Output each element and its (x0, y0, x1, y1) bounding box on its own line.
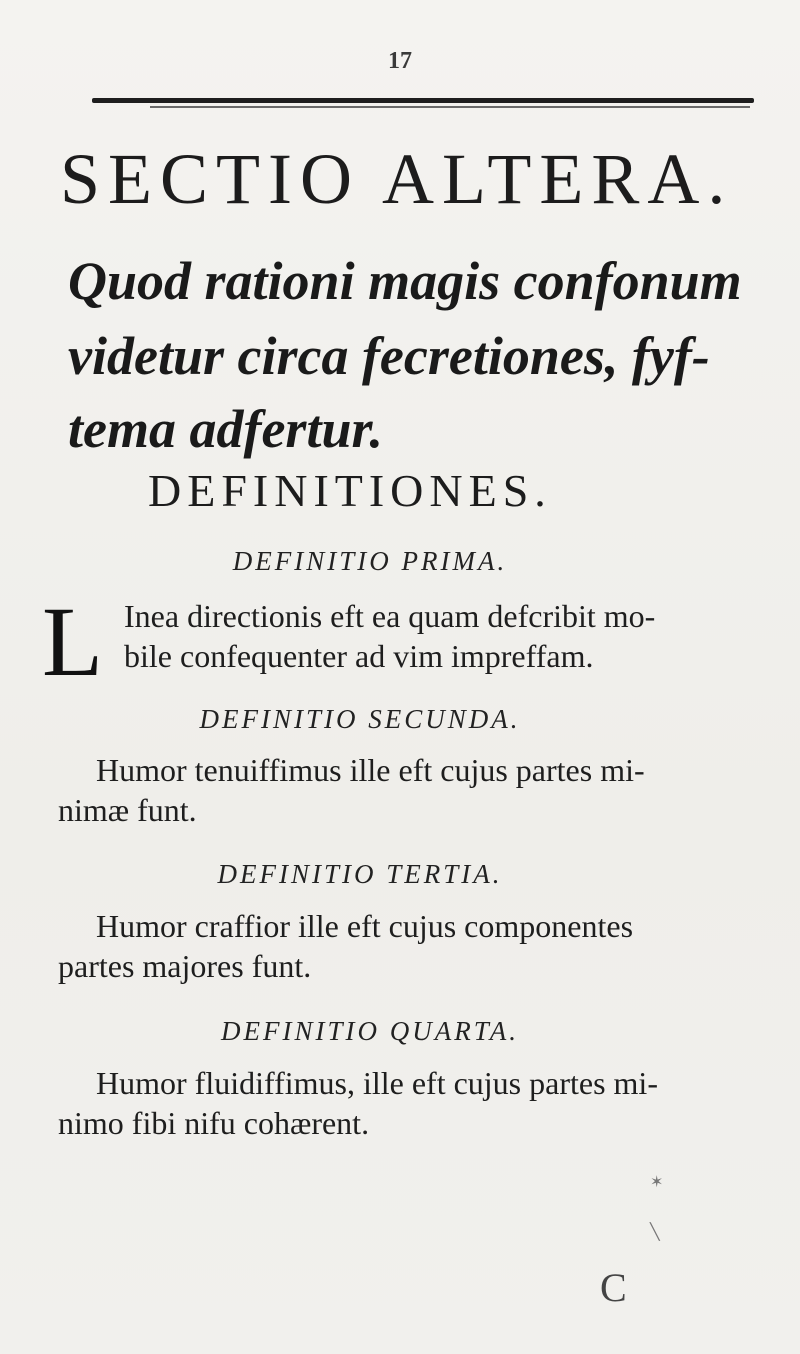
page-number: 17 (388, 48, 412, 74)
definition-2-line-2: nimæ funt. (58, 792, 197, 828)
header-rule (92, 98, 754, 103)
definition-3-line-2: partes majores funt. (58, 948, 312, 984)
ink-speck: ╲ (650, 1224, 660, 1241)
ink-speck: ✶ (650, 1174, 664, 1191)
subtitle-line-2: videtur circa fecretiones, fyf- (68, 326, 710, 386)
definition-3-line-1: Humor craffior ille eft cujus componentes (96, 908, 634, 944)
definition-3-heading: DEFINITIO TERTIA. (217, 859, 503, 889)
definition-1-line-1: Inea directionis eft ea quam defcribit mo- (124, 598, 656, 634)
definition-4-line-1: Humor fluidiffimus, ille eft cujus partes mi- (96, 1065, 658, 1101)
definition-1-heading: DEFINITIO PRIMA. (232, 546, 508, 576)
subtitle-line-1: Quod rationi magis confonum (68, 251, 742, 311)
definition-2-line-1: Humor tenuiffimus ille eft cujus partes mi- (96, 752, 645, 788)
drop-cap: L (42, 586, 104, 697)
subtitle-line-3: tema adfertur. (68, 399, 384, 459)
definition-4-heading: DEFINITIO QUARTA. (221, 1016, 519, 1046)
definition-4-line-2: nimo fibi nifu cohærent. (58, 1105, 370, 1141)
definition-1-line-2: bile confequenter ad vim impreffam. (124, 638, 594, 674)
header-rule-thin (150, 106, 750, 108)
definition-2-heading: DEFINITIO SECUNDA. (199, 704, 521, 734)
definitiones-heading: DEFINITIONES. (148, 465, 552, 516)
catchword: C (600, 1265, 627, 1310)
section-heading: SECTIO ALTERA. (60, 139, 734, 219)
